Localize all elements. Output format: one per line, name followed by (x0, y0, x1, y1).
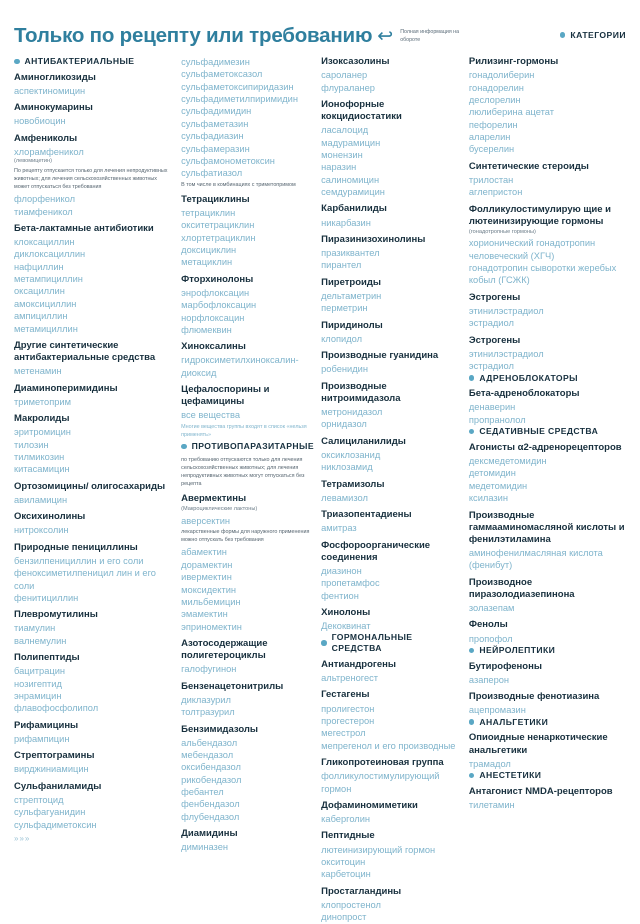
drug-group-heading: Бета-адреноблокаторы (468, 388, 580, 400)
drug-group-heading: Производные нитроимидазола (321, 380, 401, 404)
drug-group-heading: Азотосодержащие полигетероциклы (181, 637, 268, 662)
drug-name: валнемулин (14, 635, 67, 646)
drug-name: эприномектин (181, 621, 242, 632)
drug-name: окситетрациклин (181, 220, 255, 231)
drug-name: феноксиметилпеницил лин и его соли (14, 568, 156, 591)
drug-name: азаперон (468, 674, 510, 685)
bullet-icon (469, 648, 475, 654)
drug-name: эмамектин (181, 609, 228, 620)
drug-name: альбендазол (181, 737, 238, 748)
header-note: Полная информация на обороте (400, 29, 460, 43)
drug-name: каберголин (321, 814, 371, 825)
drug-name: вирджиниамицин (14, 764, 89, 775)
group-subtitle: (Макроциклические лактоны) (181, 506, 258, 513)
drug-name: сульфамонометоксин (181, 155, 275, 166)
drug-name: рикобендазол (181, 774, 242, 785)
drug-group-heading: Цефалоспорины и цефамицины (181, 384, 270, 408)
drug-name: эритромицин (14, 427, 71, 438)
drug-name: фенитициллин (14, 592, 79, 603)
drug-name: трамадол (468, 758, 511, 769)
drug-name: сульфадимидин (181, 106, 252, 117)
drug-group-heading: Природные пенициллины (14, 541, 138, 553)
drug-name: метронидазол (321, 406, 383, 417)
footnote: По рецепту отпускается только для лечения непродуктивных животных; для лечения сельскохозяйственных животных может отпускаться без требования (14, 167, 168, 191)
drug-name: эстрадиол (468, 361, 514, 372)
drug-name: хлорамфеникол (14, 146, 84, 157)
drug-group-heading: Производное пиразолодиазепинона (468, 576, 575, 600)
drug-name: пролигестон (321, 703, 375, 714)
drug-name: сароланер (321, 70, 368, 81)
drug-name: абамектин (181, 547, 227, 558)
drug-name: клоксациллин (14, 237, 75, 248)
bullet-icon (560, 32, 566, 38)
drug-name: метампициллин (14, 274, 83, 285)
column-4 (469, 56, 628, 811)
drug-name: метамициллин (14, 323, 78, 334)
drug-name: мадурамицин (321, 137, 381, 148)
drug-name: этинилэстрадиол (468, 348, 544, 359)
drug-name: никлозамид (321, 462, 373, 473)
drug-name: тиамулин (14, 623, 56, 634)
continuation-marker: »»» (14, 834, 31, 844)
drug-group-heading: Гликопротеиновая группа (321, 757, 444, 769)
drug-name: диминазен (181, 842, 229, 853)
section-heading (181, 441, 313, 452)
drug-name: бензилпенициллин и его соли (14, 555, 144, 566)
drug-name: люлиберина ацетат (468, 107, 554, 118)
drug-name: салиномицин (321, 174, 380, 185)
section-heading (14, 56, 173, 67)
drug-name: метациклин (181, 257, 233, 268)
drug-group-heading: Бензимидазолы (181, 723, 259, 735)
drug-name: этинилэстрадиол (468, 306, 544, 316)
drug-name: монензин (321, 149, 363, 160)
drug-group-heading: Триазопентадиены (321, 509, 412, 521)
drug-group-heading: Изоксазолины (321, 56, 390, 67)
drug-name: медетомидин (468, 480, 528, 491)
column-1 (14, 56, 181, 843)
drug-group-heading: Ионофорные кокцидиостатики (321, 98, 402, 123)
section-heading (469, 645, 628, 656)
drug-name: семдурамицин (321, 186, 385, 197)
drug-name: флураланер (321, 82, 375, 93)
drug-group-heading: Аминогликозиды (14, 71, 96, 83)
section-heading-label: АДРЕНОБЛОКАТОРЫ (479, 372, 578, 383)
drug-group-heading: Карбанилиды (321, 203, 387, 215)
drug-name: тетрациклин (181, 207, 236, 218)
drug-name: клопидол (321, 333, 363, 344)
drug-name: лютеинизирующий гормон (321, 844, 436, 855)
drug-name: все вещества (181, 410, 241, 421)
drug-group-heading: Авермектины (181, 493, 247, 505)
drug-name: гонадотропин сыворотки жеребых кобыл (ГСЖК) (468, 263, 617, 286)
footnote: по требованию отпускаются только для лечения сельскохозяйственных животных; для лечения непродуктивных животных могут отпускаться без рецепта (181, 456, 305, 488)
drug-group-heading: Фенолы (468, 619, 508, 631)
drug-name: динопрост (321, 912, 367, 923)
drug-name: триметоприм (14, 396, 71, 407)
drug-name: альтреногест (321, 673, 379, 684)
drug-name: моксидектин (181, 584, 237, 595)
section-heading-label: ГОРМОНАЛЬНЫЕ СРЕДСТВА (331, 632, 413, 654)
page-title: Только по рецепту или требованию (14, 24, 373, 47)
drug-name: стрептоцид (14, 794, 64, 805)
drug-name: тиамфеникол (14, 206, 73, 217)
drug-name: фентион (321, 590, 359, 601)
drug-name: прогестерон (321, 715, 375, 726)
drug-name: тилозин (14, 439, 49, 450)
drug-name: метенамин (14, 366, 62, 377)
drug-name: китасамицин (14, 464, 70, 475)
drug-name: пирантел (321, 260, 362, 271)
drug-name: марбофлоксацин (181, 300, 257, 311)
drug-group-heading: Макролиды (14, 413, 70, 425)
drug-name: мепрегенол и его производные (321, 740, 456, 751)
drug-group-heading: Агонисты α2-адренорецепторов (468, 441, 622, 453)
drug-name: никарбазин (321, 217, 371, 228)
drug-name: пропофол (468, 633, 513, 644)
drug-name: доксициклин (181, 244, 237, 255)
drug-name: сульфатиазол (181, 168, 243, 179)
drug-name: гонадорелин (468, 82, 524, 93)
drug-name: карбетоцин (321, 869, 371, 880)
drug-group-heading: Бета-лактамные антибиотики (14, 222, 154, 234)
drug-name: толтразурил (181, 707, 235, 718)
drug-name: перметрин (321, 303, 368, 314)
drug-name: энрофлоксацин (181, 287, 250, 298)
section-heading (469, 373, 628, 384)
drug-group-heading: Синтетические стероиды (468, 160, 589, 172)
drug-name: аларелин (468, 131, 511, 142)
drug-name: норфлоксацин (181, 312, 245, 323)
section-heading-label: ПРОТИВОПАРАЗИТАРНЫЕ (191, 441, 314, 452)
group-subtitle: (гонадотропные гормоны) (468, 228, 536, 235)
drug-group-heading: Сульфаниламиды (14, 780, 102, 792)
drug-name: сульфадимезин (181, 57, 250, 67)
drug-name: тилетамин (468, 799, 515, 810)
column-2 (181, 56, 321, 854)
drug-name: бацитрацин (14, 666, 66, 677)
group-subtitle: (левомицетин) (14, 158, 52, 165)
section-heading-label: НЕЙРОЛЕПТИКИ (479, 644, 556, 655)
drug-name: фенбендазол (181, 799, 240, 810)
bullet-icon (469, 375, 475, 381)
drug-name: хлортетрациклин (181, 232, 256, 243)
drug-group-heading: Опиоидные ненаркотические анальгетики (468, 732, 608, 756)
footnote: лекарственные формы для наружного применения можно отпускать без требования (181, 529, 310, 544)
drug-group-heading: Полипептиды (14, 652, 80, 664)
drug-group-heading: Антагонист NMDA-рецепторов (468, 785, 613, 797)
drug-name: Декоквинат (321, 621, 371, 632)
section-heading-label: СЕДАТИВНЫЕ СРЕДСТВА (479, 426, 599, 437)
drug-group-heading: Гестагены (321, 689, 370, 701)
section-heading (469, 770, 628, 781)
drug-group-heading: Стрептограмины (14, 750, 95, 762)
drug-group-heading: Пиретроиды (321, 276, 382, 288)
drug-name: бусерелин (468, 144, 515, 155)
drug-name: мильбемицин (181, 596, 241, 607)
drug-name: клопростенол (321, 899, 381, 910)
drug-name: мегестрол (321, 728, 366, 739)
drug-name: тилмикозин (14, 451, 65, 462)
drug-group-heading: Диамидины (181, 828, 238, 840)
drug-name: аспектиномицин (14, 85, 86, 96)
drug-group-heading: Оксихинолины (14, 511, 86, 523)
drug-group-heading: Плевромутилины (14, 609, 98, 621)
drug-name: мебендазол (181, 750, 234, 761)
drug-name: сульфадиметоксин (14, 819, 97, 830)
drug-group-heading: Пиразинизохинолины (321, 233, 426, 245)
drug-group-heading: Антиандрогены (321, 658, 396, 670)
drug-name: аглепристон (468, 187, 523, 198)
drug-name: робенидин (321, 364, 368, 375)
section-heading (321, 632, 461, 653)
section-heading (469, 717, 628, 728)
drug-group-heading: Простагландины (321, 885, 402, 897)
drug-name: энрамицин (14, 691, 62, 702)
drug-name: амитраз (321, 523, 357, 534)
drug-name: наразин (321, 162, 357, 173)
section-heading-label: АНТИБАКТЕРИАЛЬНЫЕ (24, 56, 135, 66)
drug-name: флорфеникол (14, 194, 76, 205)
drug-group-heading: Аминокумарины (14, 102, 93, 114)
drug-name: диклоксациллин (14, 249, 86, 260)
drug-name: трилостан (468, 174, 514, 185)
drug-name: ивермектин (181, 572, 232, 583)
categories-label-text: КАТЕГОРИИ (570, 30, 626, 40)
drug-name: сульфамеразин (181, 143, 250, 154)
drug-name: ацепромазин (468, 705, 526, 716)
drug-name: аверсектин (181, 515, 231, 526)
drug-group-heading: Диаминоперимидины (14, 382, 118, 394)
drug-group-heading: Фосфороорганические соединения (321, 539, 431, 563)
drug-group-heading: Эстрогены (468, 334, 521, 346)
drug-group-heading: Ортозомицины/ олигосахариды (14, 480, 166, 492)
drug-name: оксиклозанид (321, 449, 381, 460)
drug-name: ласалоцид (321, 125, 369, 136)
drug-name: оксациллин (14, 286, 65, 297)
drug-group-heading: Производные гаммааминомасляной кислоты и фенилэтиламина (468, 509, 625, 545)
drug-name: диклазурил (181, 694, 231, 705)
drug-group-heading: Бутирофеноны (468, 660, 542, 672)
drug-group-heading: Эстрогены (468, 291, 521, 303)
drug-group-heading: Рилизинг-гормоны (468, 56, 559, 67)
drug-name: эстрадиол (468, 318, 514, 329)
drug-name: денаверин (468, 402, 516, 413)
drug-name: гидроксиметилхиноксалин-диоксид (181, 355, 299, 378)
drug-name: дексмедетомидин (468, 456, 547, 467)
drug-name: сульфаметазин (181, 118, 249, 129)
drug-group-heading: Фторхинолоны (181, 273, 254, 285)
drug-name: орнидазол (321, 419, 367, 430)
drug-name: левамизол (321, 492, 368, 503)
drug-name: сульфаметоксазол (181, 69, 263, 80)
drug-name: флюмеквин (181, 324, 232, 335)
drug-name: ксилазин (468, 493, 508, 504)
section-heading (469, 426, 628, 437)
drug-name: ампициллин (14, 311, 68, 322)
drug-group-heading: Хиноксалины (181, 341, 246, 353)
drug-name: нозигептид (14, 678, 62, 689)
drug-name: флубендазол (181, 811, 240, 822)
drug-name: окситоцин (321, 856, 366, 867)
drug-name: фолликулостимулирующий гормон (321, 771, 440, 794)
drug-name: дорамектин (181, 559, 233, 570)
drug-name: флавофосфолипол (14, 703, 99, 714)
drug-group-heading: Пиридинолы (321, 319, 383, 331)
bullet-icon (14, 59, 20, 65)
bullet-icon (181, 444, 187, 450)
drug-name: пропранолол (468, 414, 526, 425)
bullet-icon (469, 773, 475, 779)
drug-name: деслорелин (468, 94, 521, 105)
drug-name: нитроксолин (14, 525, 69, 536)
footnote: Многие вещества группы входят в список «нельзя применять» (181, 423, 307, 438)
drug-group-heading: Бензенацетонитрилы (181, 680, 284, 692)
drug-name: авиламицин (14, 494, 68, 505)
drug-name: новобиоцин (14, 116, 66, 127)
drug-group-heading: Тетрациклины (181, 193, 250, 205)
bullet-icon (469, 429, 475, 435)
drug-group-heading: Тетрамизолы (321, 478, 385, 490)
left-arrow-icon: ↩ (377, 26, 394, 47)
drug-name: галофугинон (181, 664, 237, 675)
bullet-icon (469, 719, 475, 725)
drug-group-heading: Салициланилиды (321, 435, 406, 447)
drug-name: сульфаметоксипиридазин (181, 81, 294, 92)
drug-name: сульфадиазин (181, 131, 244, 142)
drug-name: сульфагуанидин (14, 807, 86, 818)
drug-group-heading: Хинолоны (321, 606, 371, 618)
drug-name: оксибендазол (181, 762, 241, 773)
column-3 (321, 56, 469, 924)
drug-group-heading: Дофаминомиметики (321, 799, 418, 811)
footnote: В том числе в комбинациях с триметопримом (181, 181, 296, 188)
drug-name: фебантел (181, 787, 224, 798)
drug-name: золазепам (468, 603, 515, 614)
drug-name: диазинон (321, 565, 362, 576)
drug-name: празиквантел (321, 248, 380, 259)
drug-name: дельтаметрин (321, 290, 382, 301)
drug-name: рифампицин (14, 733, 70, 744)
drug-name: нафциллин (14, 261, 64, 272)
drug-name: аминофенилмасляная кислота (фенибут) (468, 548, 603, 571)
drug-group-heading: Производные фенотиазина (468, 691, 600, 703)
drug-group-heading: Рифамицины (14, 719, 79, 731)
section-heading-label: АНЕСТЕТИКИ (479, 770, 542, 781)
drug-name: амоксициллин (14, 298, 77, 309)
drug-group-heading: Фолликулостимулирую щие и лютеинизирующие гормоны (468, 203, 612, 227)
drug-group-heading: Амфениколы (14, 132, 78, 144)
drug-name: пропетамфос (321, 578, 380, 589)
categories-label (560, 26, 626, 40)
drug-name: пефорелин (468, 119, 518, 130)
page-header (0, 0, 640, 47)
drug-name: детомидин (468, 468, 516, 479)
drug-name: гонадолиберин (468, 70, 535, 81)
drug-group-heading: Другие синтетические антибактериальные средства (14, 339, 156, 364)
bullet-icon (321, 640, 327, 646)
drug-name: хорионический гонадотропин человеческий (ХГЧ) (468, 238, 596, 261)
drug-group-heading: Пептидные (321, 830, 375, 842)
drug-name: сульфадиметилпиримидин (181, 94, 298, 105)
section-heading-label: АНАЛЬГЕТИКИ (479, 716, 549, 727)
category-columns (0, 42, 640, 924)
drug-group-heading: Производные гуанидина (321, 350, 439, 362)
